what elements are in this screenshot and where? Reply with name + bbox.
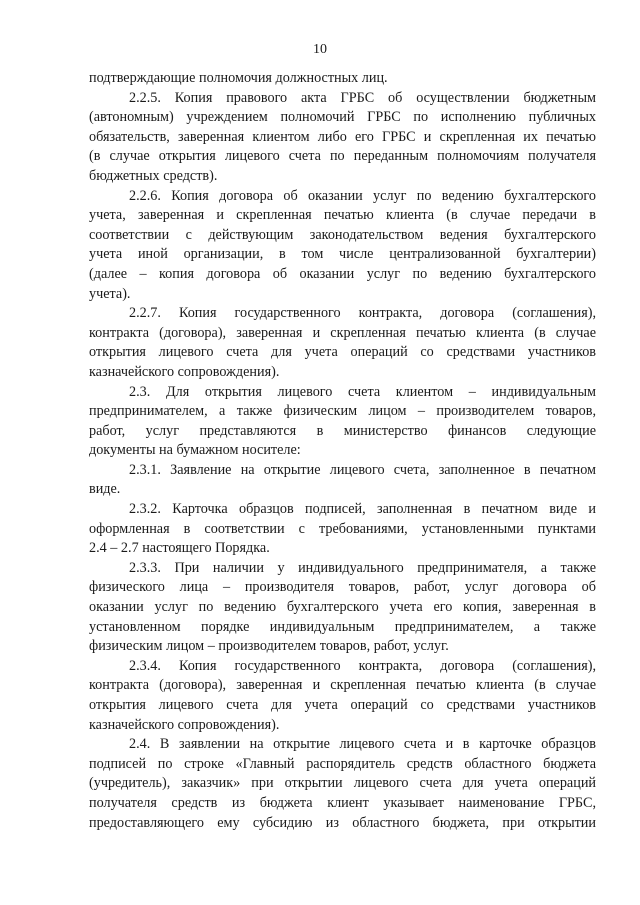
text-line: предоставляющего ему субсидию из областного бюджета, при открытии — [89, 814, 596, 831]
text-line: 2.4. В заявлении на открытие лицевого счета и в карточке образцов — [129, 736, 596, 753]
text-line: получателя средств из бюджета клиент указывает наименование ГРБС, — [89, 794, 596, 811]
paragraph-2-3-4 — [89, 657, 596, 735]
paragraph-2-2-5 — [89, 89, 596, 187]
text-line: (учредитель), заказчик» при открытии лицевого счета для учета операций — [89, 775, 596, 792]
text-line: оформленная в соответствии с требованиями, установленными пунктами — [89, 520, 596, 537]
text-line: контракта (договора), заверенная и скрепленная печатью клиента (в случае — [89, 324, 596, 341]
text-line: (далее – копия договора об оказании услуг по ведению бухгалтерского — [89, 265, 596, 282]
text-line: 2.4 – 2.7 настоящего Порядка. — [89, 540, 270, 557]
text-line: 2.3. Для открытия лицевого счета клиентом – индивидуальным — [129, 383, 596, 400]
text-line: бюджетных средств). — [89, 167, 218, 184]
text-line: казначейского сопровождения). — [89, 363, 280, 380]
text-line: 2.3.3. При наличии у индивидуального предпринимателя, а также — [129, 559, 596, 576]
text-line: казначейского сопровождения). — [89, 716, 280, 733]
text-line: учета). — [89, 285, 131, 302]
text-line: подписей по строке «Главный распорядитель средств областного бюджета — [89, 755, 596, 772]
text-line: работ, услуг представляются в министерство финансов следующие — [89, 422, 596, 439]
text-line: открытия лицевого счета для учета операций со средствами участников — [89, 697, 596, 713]
text-line: документы на бумажном носителе: — [89, 442, 301, 459]
text-line: оказании услуг по ведению бухгалтерского учета его копия, заверенная в — [89, 599, 596, 616]
text-line: предпринимателем, а также физическим лицом – производителем товаров, — [89, 403, 596, 420]
text-line: 2.3.4. Копия государственного контракта, договора (соглашения), — [129, 657, 596, 674]
text-line: 2.2.7. Копия государственного контракта, договора (соглашения), — [129, 305, 596, 322]
text-line: контракта (договора), заверенная и скрепленная печатью клиента (в случае — [89, 677, 596, 694]
paragraph-2-2-7 — [89, 304, 596, 382]
text-line: подтверждающие полномочия должностных лиц. — [89, 70, 388, 86]
text-line: учета иной организации, в том числе централизованной бухгалтерии) — [89, 246, 596, 263]
text-line: соответствии с действующим законодательством ведения бухгалтерского — [89, 226, 596, 243]
text-line: 2.3.1. Заявление на открытие лицевого счета, заполненное в печатном — [129, 461, 596, 478]
text-line: обязательств, заверенная клиентом либо его ГРБС и скрепленная их печатью — [89, 128, 596, 145]
paragraph-2-3-2 — [89, 500, 596, 559]
text-line: 2.2.5. Копия правового акта ГРБС об осуществлении бюджетным — [129, 89, 596, 106]
paragraph-2-3 — [89, 383, 596, 461]
text-line: учета, заверенная и скрепленная печатью клиента (в случае передачи в — [89, 207, 596, 224]
paragraph-2-4 — [89, 735, 596, 833]
paragraph-2-2-6 — [89, 187, 596, 305]
text-line: физического лица – производителя товаров, работ, услуг договора об — [89, 579, 596, 596]
text-line: физическим лицом – производителем товаров, работ, услуг. — [89, 638, 449, 655]
paragraph-2-3-3 — [89, 559, 596, 657]
page-number: 10 — [313, 42, 327, 57]
text-line: 2.2.6. Копия договора об оказании услуг по ведению бухгалтерского — [129, 187, 596, 204]
text-line: открытия лицевого счета для учета операций со средствами участников — [89, 344, 596, 361]
text-line: виде. — [89, 481, 121, 498]
text-line: 2.3.2. Карточка образцов подписей, заполненная в печатном виде и — [129, 501, 596, 518]
text-line: (в случае открытия лицевого счета по переданным полномочиям получателя — [89, 148, 596, 165]
paragraph-continuation — [89, 69, 596, 89]
paragraph-2-3-1 — [89, 461, 596, 500]
text-line: установленном порядке индивидуальным предпринимателем, а также — [89, 618, 596, 635]
document-body — [89, 69, 596, 833]
text-line: (автономным) учреждением полномочий ГРБС по исполнению публичных — [89, 109, 596, 126]
